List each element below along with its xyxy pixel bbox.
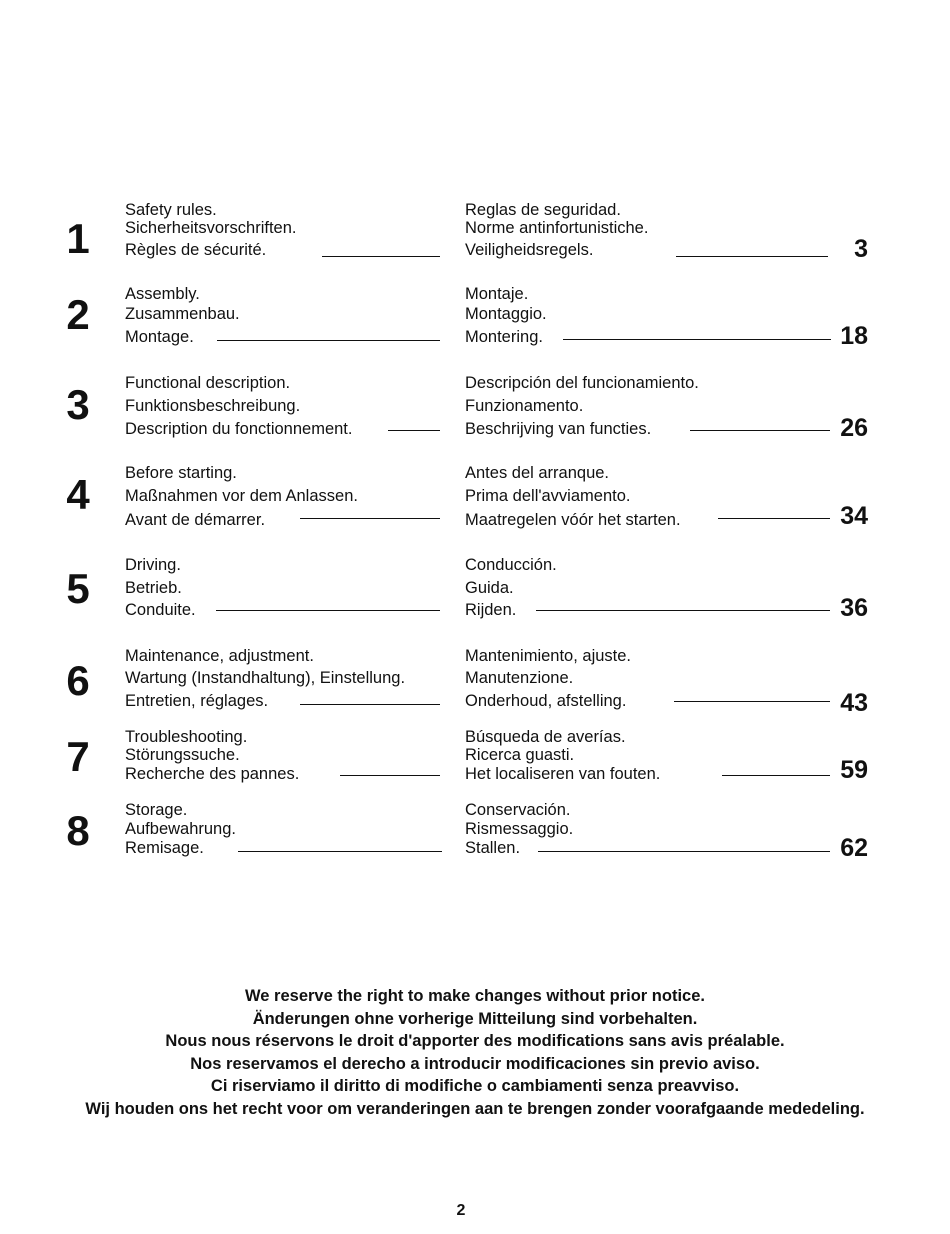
title-de: Zusammenbau. — [125, 305, 240, 323]
title-es: Búsqueda de averías. — [465, 728, 626, 746]
title-es: Conservación. — [465, 801, 571, 819]
title-fr: Règles de sécurité. — [125, 241, 267, 259]
leader-line — [300, 518, 440, 519]
title-nl: Het localiseren van fouten. — [465, 765, 661, 783]
title-nl: Rijden. — [465, 601, 517, 619]
leader-line — [388, 430, 440, 431]
notice-fr: Nous nous réservons le droit d'apporter des modifications sans avis préalable. — [165, 1032, 785, 1050]
leader-line — [340, 775, 440, 776]
title-nl: Beschrijving van functies. — [465, 420, 652, 438]
title-fr: Description du fonctionnement. — [125, 420, 353, 438]
title-nl: Stallen. — [465, 839, 521, 857]
title-fr: Entretien, réglages. — [125, 692, 269, 710]
title-en: Storage. — [125, 801, 188, 819]
chapter-number: 4 — [66, 471, 90, 518]
title-fr: Montage. — [125, 328, 194, 346]
title-de: Störungssuche. — [125, 746, 240, 764]
leader-line — [718, 518, 830, 519]
title-en: Maintenance, adjustment. — [125, 647, 314, 665]
chapter-number: 1 — [66, 215, 90, 262]
title-es: Antes del arranque. — [465, 464, 610, 482]
page-reference[interactable]: 34 — [840, 502, 868, 530]
change-notice — [60, 985, 890, 1120]
page-reference[interactable]: 62 — [840, 834, 868, 862]
title-it: Funzionamento. — [465, 397, 584, 415]
notice-it: Ci riserviamo il diritto di modifiche o cambiamenti senza preavviso. — [210, 1077, 740, 1095]
leader-line — [216, 610, 440, 611]
chapter-number: 7 — [66, 733, 90, 780]
title-it: Prima dell'avviamento. — [465, 487, 631, 505]
title-de: Aufbewahrung. — [125, 820, 236, 838]
leader-line — [238, 851, 442, 852]
title-en: Driving. — [125, 556, 181, 574]
title-it: Rismessaggio. — [465, 820, 574, 838]
chapter-number: 3 — [66, 381, 90, 428]
title-es: Reglas de seguridad. — [465, 201, 621, 219]
page-reference[interactable]: 3 — [854, 235, 868, 263]
leader-line — [676, 256, 828, 257]
page-reference[interactable]: 18 — [840, 322, 868, 350]
title-fr: Remisage. — [125, 839, 204, 857]
title-en: Safety rules. — [125, 201, 217, 219]
title-de: Betrieb. — [125, 579, 182, 597]
title-de: Maßnahmen vor dem Anlassen. — [125, 487, 358, 505]
notice-en: We reserve the right to make changes without prior notice. — [245, 987, 705, 1005]
title-it: Montaggio. — [465, 305, 547, 323]
leader-line — [322, 256, 440, 257]
title-nl: Montering. — [465, 328, 543, 346]
title-nl: Veiligheidsregels. — [465, 241, 594, 259]
title-fr: Avant de démarrer. — [125, 511, 266, 529]
title-es: Conducción. — [465, 556, 557, 574]
title-es: Mantenimiento, ajuste. — [465, 647, 632, 665]
page-reference[interactable]: 36 — [840, 594, 868, 622]
title-en: Troubleshooting. — [125, 728, 248, 746]
notice-nl: Wij houden ons het recht voor om veranderingen aan te brengen zonder voorafgaande mededeling. — [85, 1099, 865, 1118]
page-reference[interactable]: 59 — [840, 756, 868, 784]
chapter-number: 2 — [66, 291, 90, 338]
leader-line — [563, 339, 831, 340]
page-reference[interactable]: 43 — [840, 689, 868, 717]
page-number: 2 — [456, 1202, 466, 1219]
title-fr: Recherche des pannes. — [125, 765, 300, 783]
title-it: Ricerca guasti. — [465, 746, 575, 764]
title-de: Funktionsbeschreibung. — [125, 397, 301, 415]
chapter-number: 5 — [66, 565, 90, 612]
title-de: Sicherheitsvorschriften. — [125, 219, 297, 237]
leader-line — [217, 340, 440, 341]
leader-line — [690, 430, 830, 431]
title-nl: Maatregelen vóór het starten. — [465, 511, 681, 529]
leader-line — [722, 775, 830, 776]
page-reference[interactable]: 26 — [840, 414, 868, 442]
leader-line — [538, 851, 830, 852]
leader-line — [300, 704, 440, 705]
title-it: Guida. — [465, 579, 514, 597]
leader-line — [674, 701, 830, 702]
title-fr: Conduite. — [125, 601, 196, 619]
title-en: Before starting. — [125, 464, 237, 482]
title-en: Functional description. — [125, 374, 291, 392]
leader-line — [536, 610, 830, 611]
title-en: Assembly. — [125, 285, 200, 303]
notice-es: Nos reservamos el derecho a introducir modificaciones sin previo aviso. — [190, 1054, 760, 1073]
title-nl: Onderhoud, afstelling. — [465, 692, 627, 710]
title-it: Manutenzione. — [465, 669, 574, 687]
title-it: Norme antinfortunistiche. — [465, 219, 649, 237]
notice-de: Änderungen ohne vorherige Mitteilung sind vorbehalten. — [252, 1009, 698, 1028]
title-es: Descripción del funcionamiento. — [465, 374, 699, 392]
title-de: Wartung (Instandhaltung), Einstellung. — [125, 669, 406, 687]
chapter-number: 8 — [66, 807, 90, 854]
title-es: Montaje. — [465, 285, 529, 303]
chapter-number: 6 — [66, 657, 90, 704]
